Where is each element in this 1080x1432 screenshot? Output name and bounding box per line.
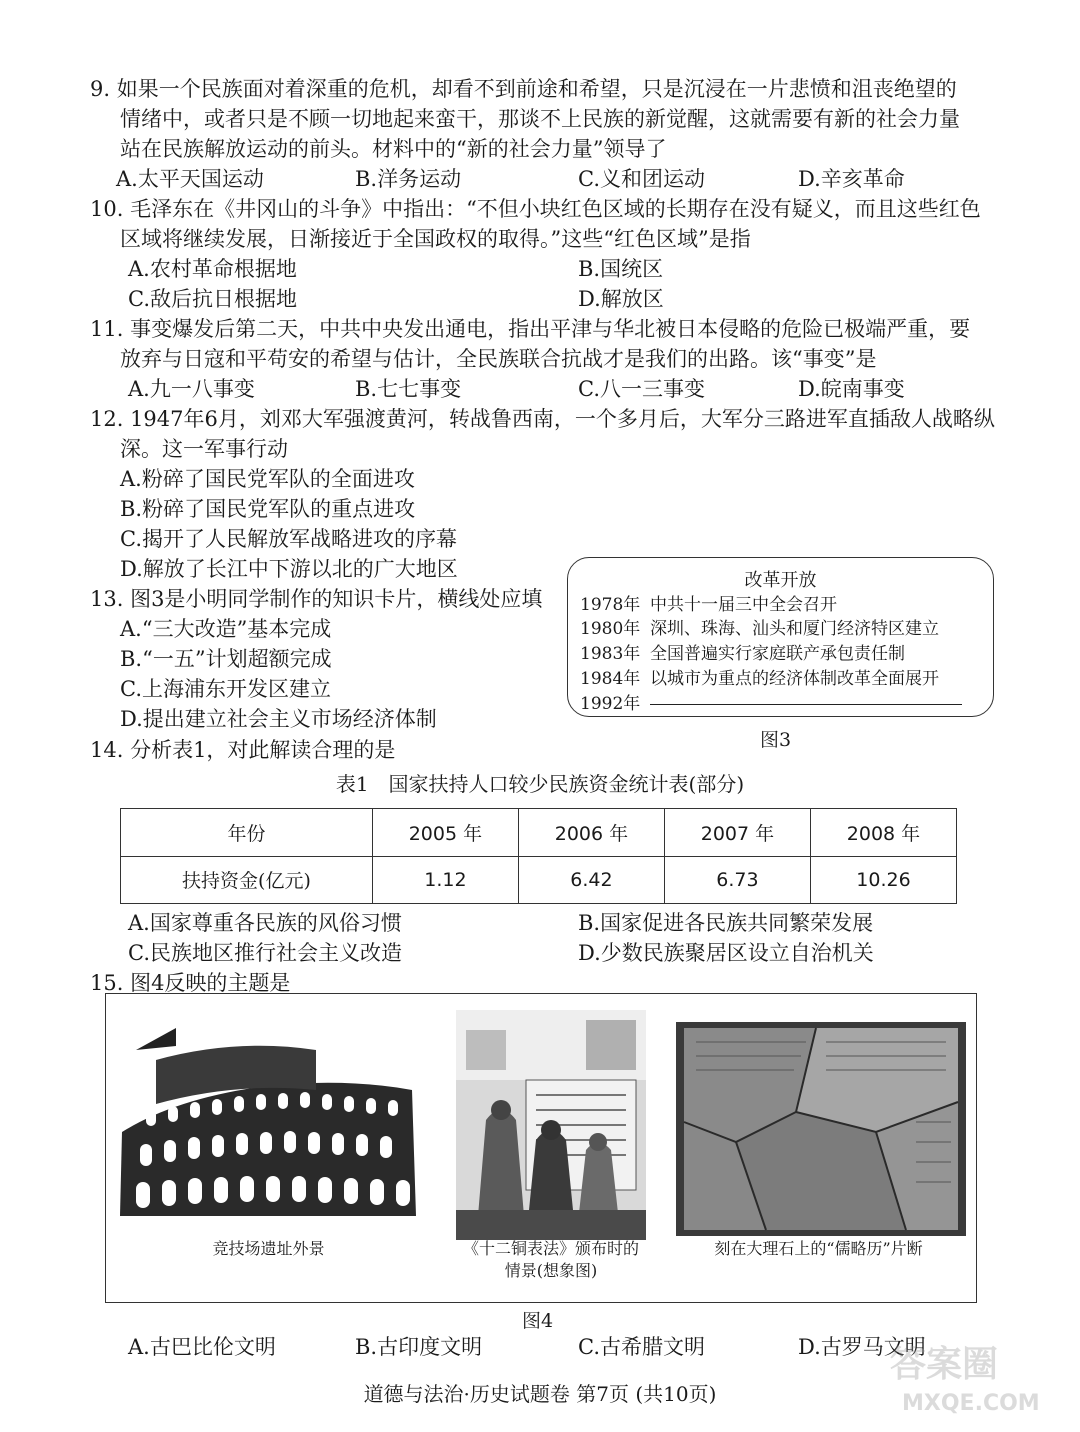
card-row (580, 590, 837, 615)
card-blank-line (650, 704, 962, 705)
question-9 (90, 74, 990, 194)
q10-line-2: 区域将继续发展，日渐接近于全国政权的取得。”这些“红色区域”是指 (120, 227, 751, 251)
colosseum-photo (116, 1020, 421, 1218)
card-row (580, 664, 939, 689)
figure-4 (105, 993, 977, 1303)
card-row (580, 614, 939, 639)
q14-option-a: A.国家尊重各民族的风俗习惯 (128, 911, 402, 935)
q11-line-2: 放弃与日寇和平苟安的希望与估计，全民族联合抗战才是我们的出路。该“事变”是 (120, 347, 877, 371)
question-11 (90, 314, 990, 404)
table-1-title: 表1 国家扶持人口较少民族资金统计表(部分) (335, 772, 745, 796)
card-row (580, 689, 650, 714)
twelve-tables-illustration (456, 1010, 646, 1240)
q12-option-c: C.揭开了人民解放军战略进攻的序幕 (120, 527, 457, 551)
q14-options (90, 908, 990, 968)
q9-line-1: 9. 如果一个民族面对着深重的危机，却看不到前途和希望，只是沉浸在一片悲愤和沮丧绝望的 (90, 77, 957, 101)
q10-option-d: D.解放区 (578, 287, 664, 311)
card-row (580, 639, 905, 664)
photo-2-caption (426, 1238, 676, 1282)
q11-option-a: A.九一八事变 (128, 377, 255, 401)
watermark-url: MXQE.COM (902, 1391, 1040, 1416)
watermark-text: 答案圈 (890, 1344, 999, 1385)
q15-option-d: D.古罗马文明 (798, 1335, 926, 1359)
q14-option-d: D.少数民族聚居区设立自治机关 (578, 941, 874, 965)
q10-option-c: C.敌后抗日根据地 (128, 287, 297, 311)
q9-option-c: C.义和团运动 (578, 167, 705, 191)
card-event: 中共十一届三中全会召开 (650, 595, 837, 615)
q9-options (90, 164, 990, 194)
card-year: 1978年 (580, 595, 641, 615)
table-header-cell: 年份 (121, 809, 373, 857)
page-footer: 道德与法治·历史试题卷 第7页 (共10页) (363, 1382, 717, 1406)
funding-table (120, 808, 957, 904)
q12-line-2: 深。这一军事行动 (120, 437, 288, 461)
question-14 (90, 735, 990, 765)
q11-options (90, 374, 990, 404)
card-year: 1992年 (580, 694, 641, 714)
card-event: 以城市为重点的经济体制改革全面展开 (650, 669, 939, 689)
photo-2-caption-line-2: 情景(想象图) (504, 1261, 598, 1280)
table-header-cell: 2008 年 (810, 809, 956, 857)
q9-option-d: D.辛亥革命 (798, 167, 905, 191)
knowledge-card (567, 557, 994, 717)
table-row (121, 856, 957, 904)
q9-option-a: A.太平天国运动 (116, 167, 264, 191)
q11-option-b: B.七七事变 (355, 377, 462, 401)
question-13 (90, 584, 560, 734)
figure-3-caption: 图3 (760, 729, 792, 751)
card-year: 1984年 (580, 669, 641, 689)
table-cell: 6.73 (664, 856, 810, 904)
q10-options-row1 (90, 254, 990, 284)
q12-line-1: 12. 1947年6月，刘邓大军强渡黄河，转战鲁西南，一个多月后，大军分三路进军直插敌人战略纵 (90, 407, 995, 431)
q12-option-d: D.解放了长江中下游以北的广大地区 (120, 557, 458, 581)
q13-stem: 13. 图3是小明同学制作的知识卡片，横线处应填 (90, 587, 543, 611)
julian-calendar-fragment-photo (676, 1022, 966, 1236)
q15-options-row (90, 1332, 990, 1362)
table-cell: 10.26 (810, 856, 956, 904)
table-header-cell: 2005 年 (372, 809, 518, 857)
q13-option-b: B.“一五”计划超额完成 (120, 647, 332, 671)
q10-options-row2 (90, 284, 990, 314)
q14-option-c: C.民族地区推行社会主义改造 (128, 941, 402, 965)
photo-3-caption: 刻在大理石上的“儒略历”片断 (714, 1239, 923, 1258)
q9-line-3: 站在民族解放运动的前头。材料中的“新的社会力量”领导了 (120, 137, 667, 161)
table-header-cell: 2007 年 (664, 809, 810, 857)
card-event: 全国普遍实行家庭联产承包责任制 (650, 644, 905, 664)
q11-line-1: 11. 事变爆发后第二天，中共中央发出通电，指出平津与华北被日本侵略的危险已极端严重，要 (90, 317, 971, 341)
table-header-cell: 2006 年 (518, 809, 664, 857)
q10-line-1: 10. 毛泽东在《井冈山的斗争》中指出：“不但小块红色区域的长期存在没有疑义，而且这些红色 (90, 197, 981, 221)
q11-option-c: C.八一三事变 (578, 377, 705, 401)
q15-option-c: C.古希腊文明 (578, 1335, 705, 1359)
q10-option-b: B.国统区 (578, 257, 664, 281)
q15-option-a: A.古巴比伦文明 (128, 1335, 276, 1359)
q14-option-b: B.国家促进各民族共同繁荣发展 (578, 911, 874, 935)
q10-option-a: A.农村革命根据地 (128, 257, 297, 281)
q13-option-a: A.“三大改造”基本完成 (120, 617, 332, 641)
table-cell: 扶持资金(亿元) (121, 856, 373, 904)
card-year: 1983年 (580, 644, 641, 664)
photo-1-caption: 竞技场遗址外景 (212, 1239, 325, 1258)
q15-option-b: B.古印度文明 (355, 1335, 483, 1359)
q13-option-c: C.上海浦东开发区建立 (120, 677, 331, 701)
q15-options (90, 1332, 990, 1362)
q12-option-a: A.粉碎了国民党军队的全面进攻 (120, 467, 415, 491)
q9-option-b: B.洋务运动 (355, 167, 462, 191)
photo-2-caption-line-1: 《十二铜表法》颁布时的 (462, 1239, 639, 1258)
q14-stem: 14. 分析表1，对此解读合理的是 (90, 738, 396, 762)
q11-option-d: D.皖南事变 (798, 377, 905, 401)
q14-options-row1 (90, 908, 990, 938)
card-title: 改革开放 (744, 570, 817, 591)
card-year: 1980年 (580, 619, 641, 639)
watermark-logo (880, 1328, 1060, 1418)
table-header-row (121, 809, 957, 857)
table-cell: 1.12 (372, 856, 518, 904)
q13-option-d: D.提出建立社会主义市场经济体制 (120, 707, 437, 731)
question-10 (90, 194, 990, 314)
table-cell: 6.42 (518, 856, 664, 904)
q9-line-2: 情绪中，或者只是不顾一切地起来蛮干，那谈不上民族的新觉醒，这就需要有新的社会力量 (120, 107, 960, 131)
q14-options-row2 (90, 938, 990, 968)
card-event: 深圳、珠海、汕头和厦门经济特区建立 (650, 619, 939, 639)
figure-4-caption: 图4 (522, 1310, 554, 1332)
q15-stem: 15. 图4反映的主题是 (90, 971, 291, 995)
q12-option-b: B.粉碎了国民党军队的重点进攻 (120, 497, 416, 521)
